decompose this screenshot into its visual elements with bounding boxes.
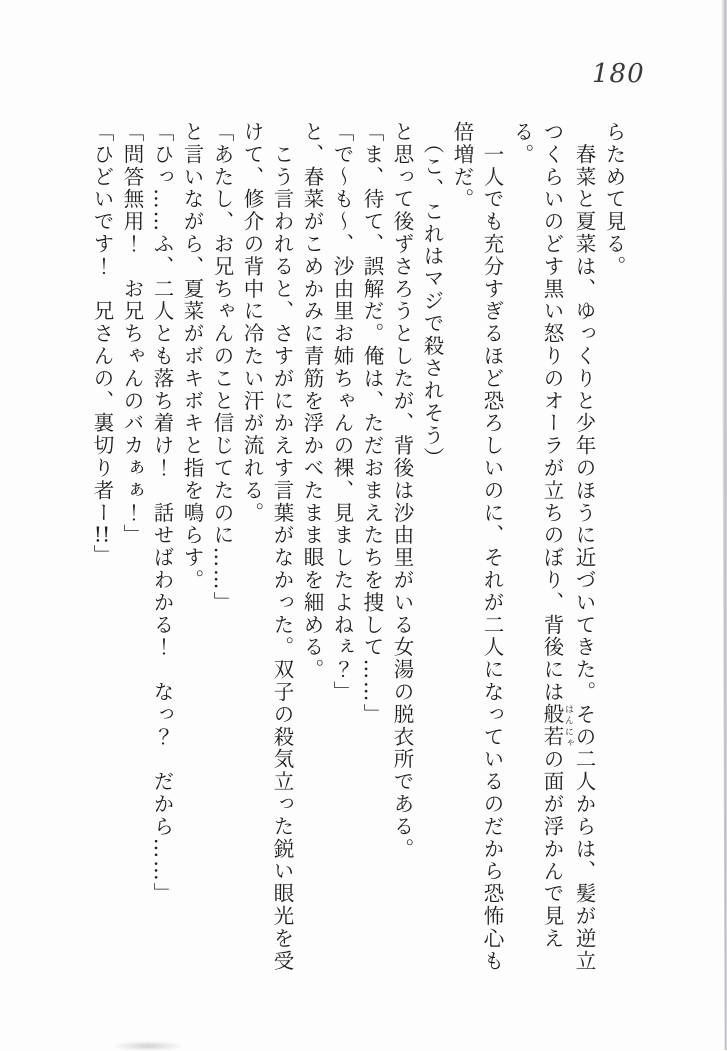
paragraph: 「ひどいです！ 兄さんの、裏切り者ー!!」 [90,121,114,568]
paragraph: （こ、これはマジで殺されそう） [420,121,444,470]
paragraph: 「ま、待て、誤解だ。俺は、ただおまえたちを捜して……」 [360,121,384,726]
paragraph: 春菜と夏菜は、ゆっくりと少年のほうに近づいてきた。その二人からは、髪が逆立つくらいのどす黒い怒りのオーラが立ちのぼり、背後には般若 はんにゃの面が浮かんで見える。 [510,121,596,973]
paragraph: 「ひっ……ふ、二人とも落ち着け！ 話せばわかる！ なっ？ だから……」 [150,121,174,905]
paragraph: 「で〜も〜、沙由里お姉ちゃんの裸、見ましたよねぇ？」 [330,121,354,704]
paragraph: と言いながら、夏菜がボキボキと指を鳴らす。 [180,121,204,592]
paragraph: 「あたし、お兄ちゃんのこと信じてたのに……」 [210,121,234,614]
paragraph: と、春菜がこめかみに青筋を浮かべたまま眼を細める。 [300,121,324,681]
paragraph: 一人でも充分すぎるほど恐ろしいのに、それが二人になっているのだから恐怖心も倍増だ。 [450,121,504,973]
page-number: 180 [592,59,645,89]
tate-chu-yoko: !! [93,524,111,545]
paragraph: 「問答無用！ お兄ちゃんのバカぁぁ！」 [120,121,144,547]
text-body [87,121,629,977]
paragraph: と思って後ずさろうとしたが、背後は沙由里がいる女湯の脱衣所である。 [390,121,414,861]
paragraph: こう言われると、さすがにかえす言葉がなかった。双子の殺気立った鋭い眼光を受けて、修介の背中に冷たい汗が流れる。 [240,121,294,973]
ruby-annotated-word: 般若 はんにゃ [540,703,573,749]
paragraph: らためて見る。 [602,121,626,278]
page-edge-shadow [721,0,727,1050]
